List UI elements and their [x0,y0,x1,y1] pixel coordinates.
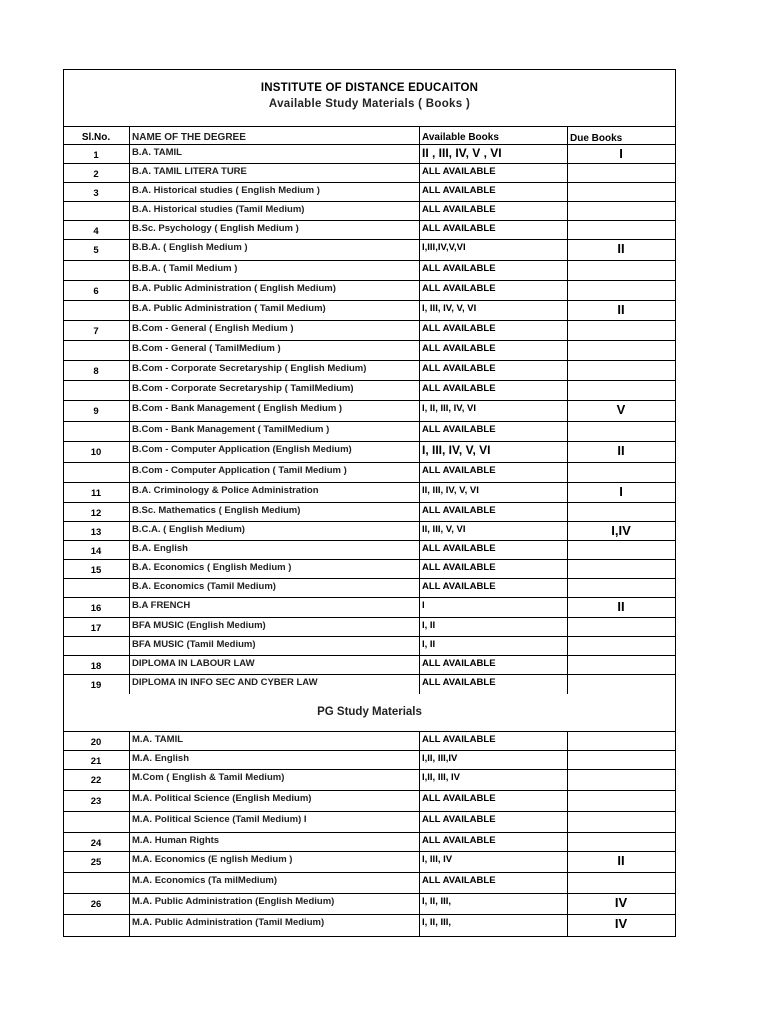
row-available-books: ALL AVAILABLE [420,873,568,893]
row-available-books: I, III, IV, V, VI [420,301,568,320]
row-degree-name: B.A. Public Administration ( English Medium) [130,281,420,300]
row-due-books [568,321,675,340]
row-due-books [568,281,675,300]
table-row [64,422,675,442]
table-row [64,791,675,812]
header-due-books: Due Books [570,133,623,144]
row-due-books: IV [614,895,628,910]
table-row [64,145,675,164]
row-sl-no: 8 [64,361,130,380]
row-due-books: V [616,402,626,417]
row-sl-no [64,261,130,280]
row-available-books: I, II, III, [420,915,568,936]
header-available-books: Available Books [420,127,568,144]
document-subtitle: Available Study Materials ( Books ) [268,98,471,110]
row-due-books: IV [614,916,628,931]
row-degree-name: M.A. Public Administration (English Medium) [130,894,420,914]
row-degree-name: M.A. Economics (Ta milMedium) [130,873,420,893]
header-row [64,127,675,145]
row-degree-name: B.Com - Computer Application ( Tamil Medium ) [130,463,420,482]
table-row [64,852,675,873]
row-available-books: ALL AVAILABLE [420,732,568,750]
row-available-books: I,II, III,IV [420,751,568,769]
row-degree-name: B.Com - General ( English Medium ) [130,321,420,340]
table-row [64,522,675,541]
row-available-books: ALL AVAILABLE [420,164,568,182]
table-row [64,618,675,637]
row-degree-name: B.B.A. ( English Medium ) [130,240,420,260]
row-degree-name: B.A. Economics ( English Medium ) [130,560,420,578]
row-due-books [568,618,675,636]
row-due-books [568,164,675,182]
row-sl-no: 14 [64,541,130,559]
row-available-books: ALL AVAILABLE [420,560,568,578]
table-row [64,637,675,656]
row-available-books: ALL AVAILABLE [420,381,568,400]
row-due-books: II [617,853,625,868]
row-due-books [568,751,675,769]
row-sl-no [64,301,130,320]
row-available-books: I, III, IV, V, VI [420,442,568,462]
row-sl-no: 1 [64,145,130,163]
row-degree-name: M.A. English [130,751,420,769]
row-degree-name: M.A. Human Rights [130,833,420,851]
row-available-books: ALL AVAILABLE [420,183,568,201]
row-degree-name: B.Com - General ( TamilMedium ) [130,341,420,360]
row-due-books: I,IV [611,523,631,538]
row-available-books: ALL AVAILABLE [420,812,568,832]
row-sl-no: 2 [64,164,130,182]
row-degree-name: B.Sc. Psychology ( English Medium ) [130,221,420,239]
table-row [64,770,675,791]
table-row [64,401,675,422]
row-sl-no: 10 [64,442,130,462]
row-available-books: I [420,598,568,617]
row-sl-no [64,915,130,936]
table-row [64,751,675,770]
row-due-books [568,770,675,790]
pg-section-heading: PG Study Materials [64,694,675,732]
row-available-books: ALL AVAILABLE [420,221,568,239]
row-degree-name: B.A. Public Administration ( Tamil Medium) [130,301,420,320]
header-degree-name: NAME OF THE DEGREE [130,127,420,144]
table-row [64,579,675,598]
table-row [64,321,675,341]
row-degree-name: DIPLOMA IN LABOUR LAW [130,656,420,674]
row-sl-no: 25 [64,852,130,872]
row-sl-no [64,812,130,832]
row-sl-no: 6 [64,281,130,300]
row-available-books: ALL AVAILABLE [420,202,568,220]
row-due-books [568,422,675,441]
row-due-books [568,463,675,482]
row-due-books: I [619,146,623,161]
table-row [64,442,675,463]
row-available-books: I,III,IV,V,VI [420,240,568,260]
row-sl-no: 7 [64,321,130,340]
row-available-books: ALL AVAILABLE [420,361,568,380]
table-row [64,894,675,915]
row-available-books: I, II, III, [420,894,568,914]
row-sl-no [64,579,130,597]
row-available-books: I, III, IV [420,852,568,872]
row-due-books [568,221,675,239]
table-row [64,656,675,675]
row-due-books [568,381,675,400]
pg-rows [64,732,675,936]
table-row [64,301,675,321]
row-available-books: II, III, V, VI [420,522,568,540]
row-available-books: ALL AVAILABLE [420,281,568,300]
row-sl-no [64,202,130,220]
table-row [64,341,675,361]
row-degree-name: M.A. Political Science (English Medium) [130,791,420,811]
row-sl-no: 24 [64,833,130,851]
row-degree-name: B.C.A. ( English Medium) [130,522,420,540]
row-due-books [568,732,675,750]
row-available-books: I, II [420,618,568,636]
row-sl-no: 20 [64,732,130,750]
row-degree-name: B.B.A. ( Tamil Medium ) [130,261,420,280]
row-available-books: ALL AVAILABLE [420,341,568,360]
header-sl-no: Sl.No. [64,127,130,144]
row-available-books: ALL AVAILABLE [420,579,568,597]
row-due-books [568,791,675,811]
row-sl-no: 16 [64,598,130,617]
row-sl-no: 17 [64,618,130,636]
table-row [64,202,675,221]
row-due-books: II [617,443,625,458]
row-degree-name: B.Com - Corporate Secretaryship ( English Medium) [130,361,420,380]
row-due-books [568,579,675,597]
row-due-books [568,833,675,851]
ug-rows [64,145,675,694]
table-row [64,915,675,936]
row-available-books: ALL AVAILABLE [420,541,568,559]
row-sl-no: 23 [64,791,130,811]
row-degree-name: BFA MUSIC (English Medium) [130,618,420,636]
row-available-books: ALL AVAILABLE [420,463,568,482]
row-available-books: ALL AVAILABLE [420,321,568,340]
table-row [64,381,675,401]
table-row [64,873,675,894]
row-due-books [568,560,675,578]
table-row [64,281,675,301]
row-due-books [568,261,675,280]
row-sl-no: 9 [64,401,130,421]
table-row [64,812,675,833]
row-degree-name: B.Com - Bank Management ( English Medium ) [130,401,420,421]
table-row [64,598,675,618]
row-available-books: II , III, IV, V , VI [420,145,568,163]
table-row [64,240,675,261]
row-available-books: I,II, III, IV [420,770,568,790]
table-row [64,541,675,560]
row-degree-name: M.A. Public Administration (Tamil Medium) [130,915,420,936]
row-sl-no: 3 [64,183,130,201]
row-available-books: I, II, III, IV, VI [420,401,568,421]
row-due-books [568,656,675,674]
row-sl-no: 26 [64,894,130,914]
table-row [64,503,675,522]
row-due-books [568,202,675,220]
row-sl-no: 4 [64,221,130,239]
row-sl-no: 5 [64,240,130,260]
table-row [64,463,675,483]
row-due-books: II [617,241,625,256]
study-materials-table [63,69,676,937]
row-available-books: ALL AVAILABLE [420,675,568,694]
title-block [64,70,675,127]
row-sl-no [64,341,130,360]
table-row [64,164,675,183]
row-due-books [568,341,675,360]
row-degree-name: B.A. Historical studies (Tamil Medium) [130,202,420,220]
row-available-books: ALL AVAILABLE [420,656,568,674]
row-available-books: ALL AVAILABLE [420,503,568,521]
row-due-books: II [617,599,625,614]
row-degree-name: B.Com - Bank Management ( TamilMedium ) [130,422,420,441]
row-sl-no: 13 [64,522,130,540]
row-sl-no: 22 [64,770,130,790]
row-available-books: II, III, IV, V, VI [420,483,568,502]
row-degree-name: B.A. Criminology & Police Administration [130,483,420,502]
row-degree-name: B.A. TAMIL LITERA TURE [130,164,420,182]
table-row [64,833,675,852]
row-degree-name: B.A. English [130,541,420,559]
row-sl-no: 18 [64,656,130,674]
row-available-books: ALL AVAILABLE [420,791,568,811]
row-due-books [568,541,675,559]
row-due-books [568,637,675,655]
row-due-books: II [617,302,625,317]
row-degree-name: DIPLOMA IN INFO SEC AND CYBER LAW [130,675,420,694]
row-degree-name: B.A. Economics (Tamil Medium) [130,579,420,597]
row-sl-no: 21 [64,751,130,769]
table-row [64,675,675,694]
row-degree-name: M.A. Political Science (Tamil Medium) I [130,812,420,832]
row-sl-no: 19 [64,675,130,694]
row-due-books [568,361,675,380]
table-row [64,261,675,281]
row-sl-no [64,463,130,482]
table-row [64,483,675,503]
row-sl-no [64,422,130,441]
row-degree-name: BFA MUSIC (Tamil Medium) [130,637,420,655]
row-degree-name: M.A. TAMIL [130,732,420,750]
row-degree-name: M.Com ( English & Tamil Medium) [130,770,420,790]
row-due-books [568,873,675,893]
row-due-books [568,675,675,694]
row-available-books: ALL AVAILABLE [420,833,568,851]
table-row [64,221,675,240]
row-available-books: I, II [420,637,568,655]
table-row [64,560,675,579]
row-due-books: I [619,484,623,499]
row-degree-name: B.A. Historical studies ( English Medium ) [130,183,420,201]
row-sl-no: 12 [64,503,130,521]
row-degree-name: M.A. Economics (E nglish Medium ) [130,852,420,872]
table-row [64,183,675,202]
row-available-books: ALL AVAILABLE [420,261,568,280]
row-degree-name: B.A. TAMIL [130,145,420,163]
row-degree-name: B.A FRENCH [130,598,420,617]
row-due-books [568,183,675,201]
document-title: INSTITUTE OF DISTANCE EDUCAITON [260,82,479,94]
row-sl-no [64,873,130,893]
table-row [64,732,675,751]
row-sl-no: 11 [64,483,130,502]
row-sl-no [64,637,130,655]
row-available-books: ALL AVAILABLE [420,422,568,441]
row-degree-name: B.Sc. Mathematics ( English Medium) [130,503,420,521]
row-sl-no: 15 [64,560,130,578]
table-row [64,361,675,381]
row-degree-name: B.Com - Computer Application (English Medium) [130,442,420,462]
row-due-books [568,812,675,832]
row-sl-no [64,381,130,400]
row-due-books [568,503,675,521]
row-degree-name: B.Com - Corporate Secretaryship ( TamilMedium) [130,381,420,400]
